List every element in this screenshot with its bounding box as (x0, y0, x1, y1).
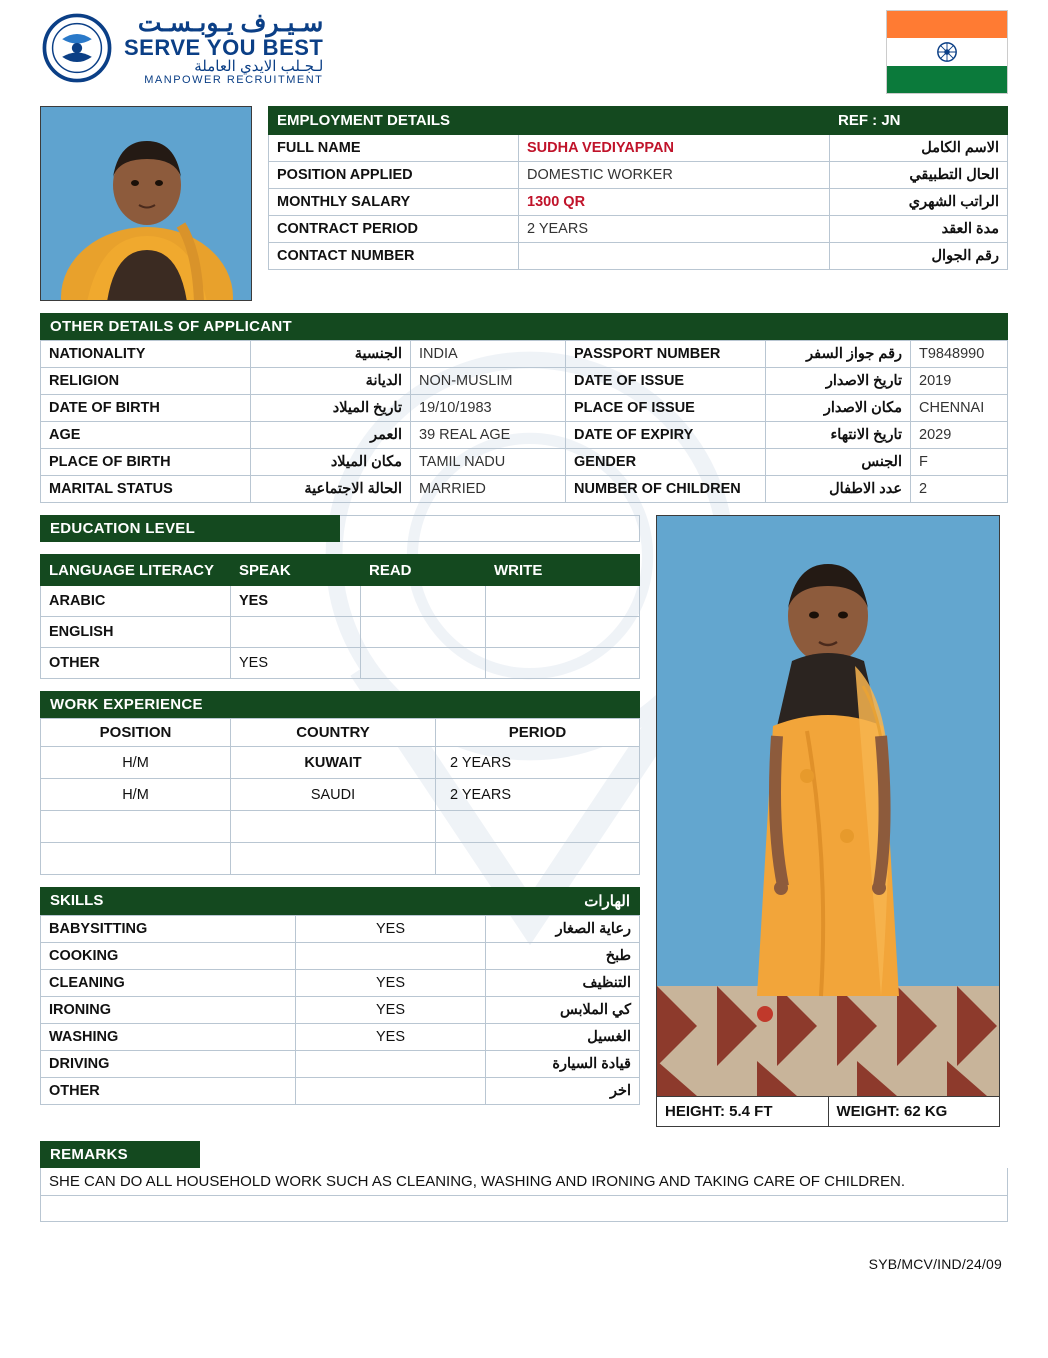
table-row (41, 843, 640, 875)
date-of-birth-value: 19/10/1983 (411, 395, 566, 422)
marital-status-value: MARRIED (411, 476, 566, 503)
we-position: H/M (41, 747, 231, 779)
other-details-title: OTHER DETAILS OF APPLICANT (40, 313, 524, 340)
employment-ref: REF : JN (830, 107, 1008, 135)
skill-value (296, 1051, 486, 1078)
brand-arabic-sub: لـجـلب الايدي العاملة (194, 58, 324, 76)
we-period: 2 YEARS (436, 779, 640, 811)
language-header: LANGUAGE LITERACY (41, 555, 231, 586)
write-header: WRITE (486, 555, 640, 586)
period-header: PERIOD (436, 719, 640, 747)
skill-value: YES (296, 970, 486, 997)
date-of-expiry-value: 2029 (911, 422, 1008, 449)
age-value: 39 REAL AGE (411, 422, 566, 449)
india-flag-icon (886, 10, 1008, 94)
we-period: 2 YEARS (436, 747, 640, 779)
contact-number-label: CONTACT NUMBER (269, 243, 519, 270)
full-name-label: FULL NAME (269, 135, 519, 162)
religion-label: RELIGION (41, 368, 251, 395)
table-row (41, 617, 640, 648)
skill-label: WASHING (41, 1024, 296, 1051)
top-section (40, 106, 1008, 301)
table-row (41, 476, 1008, 503)
table-row (41, 997, 640, 1024)
we-position (41, 843, 231, 875)
language-read (361, 586, 486, 617)
remarks-second-line (40, 1196, 1008, 1222)
we-country: KUWAIT (231, 747, 436, 779)
table-header-row (41, 555, 640, 586)
place-of-birth-value: TAMIL NADU (411, 449, 566, 476)
brand-english-name: SERVE YOU BEST (124, 35, 324, 61)
table-row (269, 162, 1008, 189)
applicant-portrait-photo (40, 106, 252, 301)
skills-section (40, 887, 640, 1105)
table-row (269, 189, 1008, 216)
place-of-issue-value: CHENNAI (911, 395, 1008, 422)
education-level-value (340, 515, 640, 542)
skill-arabic: التنظيف (486, 970, 640, 997)
applicant-full-body-photo (657, 516, 999, 1096)
position-applied-label: POSITION APPLIED (269, 162, 519, 189)
religion-arabic: الديانة (251, 368, 411, 395)
table-row (269, 243, 1008, 270)
table-row (41, 916, 640, 943)
place-of-birth-arabic: مكان الميلاد (251, 449, 411, 476)
table-row (41, 811, 640, 843)
place-of-issue-label: PLACE OF ISSUE (566, 395, 766, 422)
read-header: READ (361, 555, 486, 586)
language-speak (231, 617, 361, 648)
number-of-children-arabic: عدد الاطفال (766, 476, 911, 503)
table-row (269, 135, 1008, 162)
we-country (231, 811, 436, 843)
contact-number-arabic: رقم الجوال (830, 243, 1008, 270)
document-code: SYB/MCV/IND/24/09 (868, 1256, 1002, 1272)
date-of-expiry-label: DATE OF EXPIRY (566, 422, 766, 449)
speak-header: SPEAK (231, 555, 361, 586)
language-read (361, 648, 486, 679)
skill-value: YES (296, 997, 486, 1024)
number-of-children-label: NUMBER OF CHILDREN (566, 476, 766, 503)
skill-value: YES (296, 916, 486, 943)
table-row (269, 216, 1008, 243)
language-write (486, 617, 640, 648)
table-header-row (41, 719, 640, 747)
we-position: H/M (41, 779, 231, 811)
age-arabic: العمر (251, 422, 411, 449)
skill-label: BABYSITTING (41, 916, 296, 943)
position-applied-value: DOMESTIC WORKER (519, 162, 830, 189)
skill-arabic: كي الملابس (486, 997, 640, 1024)
date-of-expiry-arabic: تاريخ الانتهاء (766, 422, 911, 449)
language-name: OTHER (41, 648, 231, 679)
skill-value (296, 943, 486, 970)
table-row (41, 1078, 640, 1105)
skill-label: OTHER (41, 1078, 296, 1105)
passport-number-arabic: رقم جواز السفر (766, 341, 911, 368)
date-of-issue-arabic: تاريخ الاصدار (766, 368, 911, 395)
remarks-section (40, 1141, 1008, 1222)
language-name: ARABIC (41, 586, 231, 617)
skills-title-arabic: الهارات (584, 893, 630, 910)
full-name-arabic: الاسم الكامل (830, 135, 1008, 162)
place-of-birth-label: PLACE OF BIRTH (41, 449, 251, 476)
education-level-title: EDUCATION LEVEL (40, 515, 340, 542)
monthly-salary-label: MONTHLY SALARY (269, 189, 519, 216)
work-experience-section (40, 691, 640, 875)
page-header (40, 10, 1008, 102)
date-of-birth-arabic: تاريخ الميلاد (251, 395, 411, 422)
language-speak: YES (231, 648, 361, 679)
table-row (41, 341, 1008, 368)
weight-value: WEIGHT: 62 KG (836, 1103, 948, 1120)
monthly-salary-value: 1300 QR (519, 189, 830, 216)
we-country (231, 843, 436, 875)
skill-value: YES (296, 1024, 486, 1051)
language-write (486, 648, 640, 679)
other-details-section (40, 313, 1008, 503)
place-of-issue-arabic: مكان الاصدار (766, 395, 911, 422)
table-row (41, 1051, 640, 1078)
skill-label: IRONING (41, 997, 296, 1024)
language-write (486, 586, 640, 617)
contract-period-label: CONTRACT PERIOD (269, 216, 519, 243)
table-row (41, 970, 640, 997)
full-body-photo-panel (656, 515, 1000, 1127)
number-of-children-value: 2 (911, 476, 1008, 503)
skill-arabic: قيادة السيارة (486, 1051, 640, 1078)
skill-arabic: رعاية الصغار (486, 916, 640, 943)
company-logo-icon (40, 11, 114, 85)
remarks-title: REMARKS (40, 1141, 200, 1168)
skill-value (296, 1078, 486, 1105)
table-row (41, 943, 640, 970)
employment-header-row (269, 107, 1008, 135)
language-literacy-table (40, 554, 640, 679)
date-of-issue-label: DATE OF ISSUE (566, 368, 766, 395)
skill-label: COOKING (41, 943, 296, 970)
table-row (41, 648, 640, 679)
gender-arabic: الجنس (766, 449, 911, 476)
middle-section (40, 515, 1008, 1127)
height-value: HEIGHT: 5.4 FT (657, 1097, 829, 1126)
remarks-text: SHE CAN DO ALL HOUSEHOLD WORK SUCH AS CLEANING, WASHING AND IRONING AND TAKING CARE OF CHILDREN. (40, 1168, 1008, 1196)
monthly-salary-arabic: الراتب الشهري (830, 189, 1008, 216)
education-level-section (40, 515, 640, 542)
skill-arabic: اخر (486, 1078, 640, 1105)
table-row (41, 1024, 640, 1051)
employment-title: EMPLOYMENT DETAILS (269, 107, 830, 135)
table-row (41, 747, 640, 779)
nationality-label: NATIONALITY (41, 341, 251, 368)
contract-period-arabic: مدة العقد (830, 216, 1008, 243)
marital-status-arabic: الحالة الاجتماعية (251, 476, 411, 503)
date-of-birth-label: DATE OF BIRTH (41, 395, 251, 422)
measurements-row (657, 1096, 999, 1126)
skill-arabic: طبخ (486, 943, 640, 970)
employment-details-table (268, 106, 1008, 301)
skill-label: DRIVING (41, 1051, 296, 1078)
work-experience-title: WORK EXPERIENCE (40, 691, 340, 718)
company-brand (40, 10, 323, 87)
we-period (436, 843, 640, 875)
language-speak: YES (231, 586, 361, 617)
contact-number-value (519, 243, 830, 270)
table-row (41, 422, 1008, 449)
table-row (41, 368, 1008, 395)
nationality-value: INDIA (411, 341, 566, 368)
nationality-arabic: الجنسية (251, 341, 411, 368)
we-period (436, 811, 640, 843)
language-read (361, 617, 486, 648)
table-row (41, 779, 640, 811)
table-row (41, 449, 1008, 476)
marital-status-label: MARITAL STATUS (41, 476, 251, 503)
country-header: COUNTRY (231, 719, 436, 747)
table-row (41, 395, 1008, 422)
contract-period-value: 2 YEARS (519, 216, 830, 243)
position-applied-arabic: الحال التطبيقي (830, 162, 1008, 189)
language-name: ENGLISH (41, 617, 231, 648)
skill-arabic: الغسيل (486, 1024, 640, 1051)
skill-label: CLEANING (41, 970, 296, 997)
full-name-value: SUDHA VEDIYAPPAN (519, 135, 830, 162)
passport-number-label: PASSPORT NUMBER (566, 341, 766, 368)
brand-arabic-name: سـيـرف يـوبـسـت (137, 9, 324, 37)
gender-value: F (911, 449, 1008, 476)
position-header: POSITION (41, 719, 231, 747)
we-position (41, 811, 231, 843)
passport-number-value: T9848990 (911, 341, 1008, 368)
skills-title: SKILLS (50, 892, 104, 909)
gender-label: GENDER (566, 449, 766, 476)
date-of-issue-value: 2019 (911, 368, 1008, 395)
we-country: SAUDI (231, 779, 436, 811)
table-row (41, 586, 640, 617)
brand-english-sub: MANPOWER RECRUITMENT (144, 74, 324, 87)
religion-value: NON-MUSLIM (411, 368, 566, 395)
age-label: AGE (41, 422, 251, 449)
